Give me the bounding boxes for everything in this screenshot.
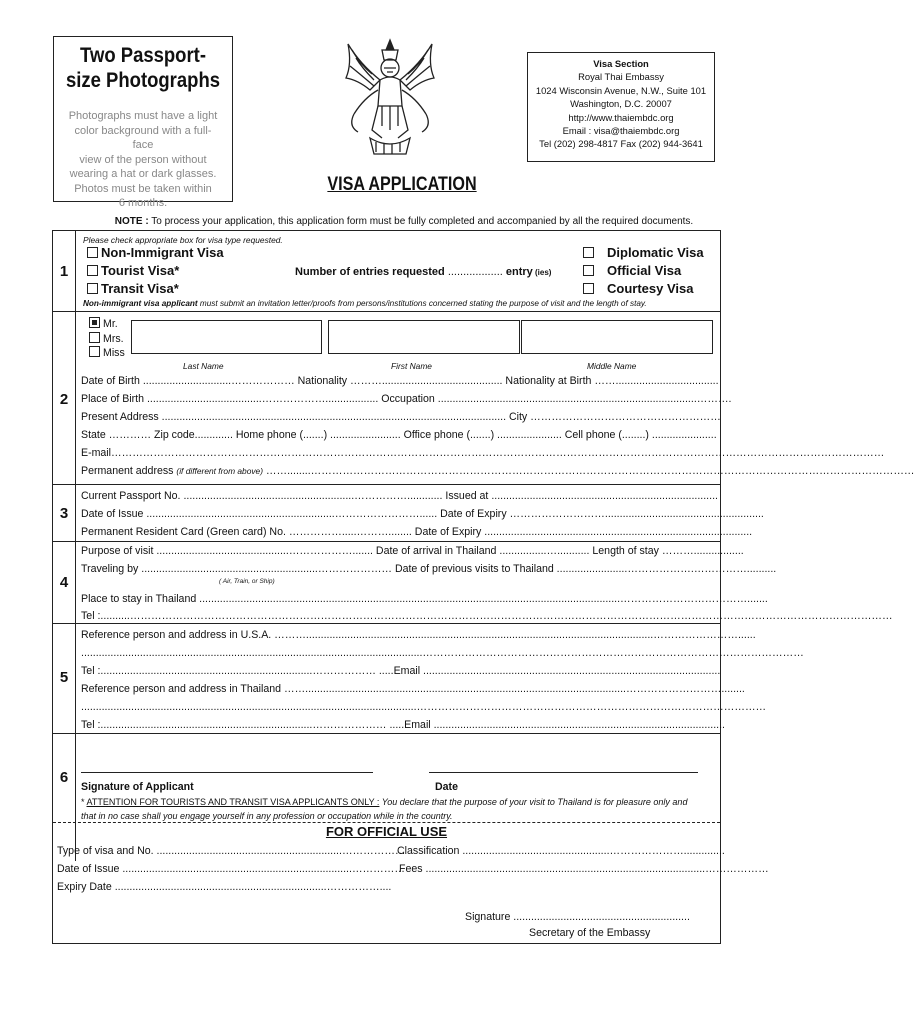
application-date-line[interactable] bbox=[429, 772, 698, 773]
embassy-website-link[interactable]: http://www.thaiembdc.org bbox=[568, 111, 674, 123]
embassy-line: Royal Thai Embassy bbox=[578, 71, 664, 83]
entries-requested bbox=[295, 265, 551, 280]
travel-mode-note: ( Air, Train, or Ship) bbox=[219, 578, 275, 585]
applicant-signature-line[interactable] bbox=[81, 772, 373, 773]
fees-field: Fees ...............................................................................................……………… bbox=[399, 863, 769, 875]
state-phone-row[interactable]: State ………… Zip code............. Home phone (.......) ........................ Office phone (.......) ...................... Cell phone (........) ...................... bbox=[81, 429, 717, 441]
garuda-emblem bbox=[330, 34, 450, 158]
official-expiry-date-field: Expiry Date ........................................................................…………….... bbox=[57, 881, 392, 893]
usa-reference-continued-row[interactable]: ....................................................................................................................……………………………………………………………………………………………… bbox=[81, 647, 804, 659]
traveling-visits-row[interactable]: Traveling by ............................................................………………… Date of previous visits to Thailand ........................……………….…………….......... bbox=[81, 563, 777, 575]
entries-unit: entry bbox=[505, 266, 533, 278]
visa-type-instruction: Please check appropriate box for visa type requested. bbox=[83, 235, 283, 245]
photo-title bbox=[65, 43, 222, 93]
photo-title-line1: Two Passport- bbox=[80, 44, 206, 67]
official-issue-date-field: Date of Issue ..............................................................................…………… bbox=[57, 863, 405, 875]
option-label: Tourist Visa* bbox=[101, 263, 180, 278]
embassy-line: 1024 Wisconsin Avenue, N.W., Suite 101 bbox=[535, 84, 707, 96]
official-use-heading: FOR OFFICIAL USE bbox=[325, 824, 448, 839]
photo-note-line: 6 months. bbox=[118, 197, 168, 209]
section-number: 3 bbox=[59, 505, 69, 522]
entries-suffix: (ies) bbox=[532, 268, 552, 277]
embassy-line: Tel (202) 298-4817 Fax (202) 944-3641 bbox=[539, 138, 703, 150]
first-name-field[interactable] bbox=[328, 320, 520, 354]
attention-mark: * bbox=[81, 797, 87, 807]
passport-issue-row[interactable]: Date of Issue ................................................................……………………...... Date of Expiry ………………………...................................................... bbox=[81, 508, 764, 520]
photo-note bbox=[64, 109, 222, 211]
section-divider bbox=[53, 623, 720, 624]
thailand-reference-row[interactable]: Reference person and address in Thailand …….............................................................................................................………………………........ bbox=[81, 683, 745, 695]
courtesy-checkbox[interactable] bbox=[583, 283, 594, 294]
non-immigrant-checkbox[interactable] bbox=[87, 247, 98, 258]
option-label: Diplomatic Visa bbox=[607, 245, 704, 260]
title-label: Miss bbox=[103, 347, 125, 359]
option-label: Official Visa bbox=[607, 263, 682, 278]
application-form bbox=[52, 230, 915, 944]
secretary-label: Secretary of the Embassy bbox=[529, 927, 651, 939]
miss-checkbox[interactable] bbox=[89, 346, 100, 357]
attention-text-continued: that in no case shall you engage yourself in any profession or occupation while in the country. bbox=[81, 811, 453, 821]
title-label: Mrs. bbox=[103, 333, 124, 345]
thailand-reference-continued-row[interactable]: ..................................................................................................................……………………………………………………………………………………… bbox=[81, 701, 767, 713]
section-number: 6 bbox=[59, 769, 69, 786]
section-divider bbox=[53, 733, 720, 734]
attention-notice bbox=[81, 795, 687, 809]
option-label: Courtesy Visa bbox=[607, 281, 694, 296]
section-number: 5 bbox=[59, 669, 69, 686]
footnote-rest: must submit an invitation letter/proofs from persons/institutions concerned stating the purpose of visit and the length of stay. bbox=[197, 299, 647, 308]
permanent-address-field[interactable]: ……........……………………………………………………………………………………………………………………………………………………… bbox=[262, 465, 915, 477]
title-miss-option[interactable] bbox=[89, 346, 125, 360]
section-divider bbox=[53, 311, 720, 312]
title-label: Mr. bbox=[103, 318, 118, 330]
date-label: Date bbox=[435, 781, 458, 793]
section-number: 2 bbox=[59, 391, 69, 408]
section-number: 4 bbox=[59, 574, 69, 591]
form-title: VISA APPLICATION bbox=[327, 174, 477, 195]
email-row[interactable]: E-mail………………………………………………………………………………………………………………………………………………………………………………………………… bbox=[81, 447, 885, 459]
embassy-info-box bbox=[527, 52, 715, 162]
photo-title-line2: size Photographs bbox=[65, 69, 221, 92]
photo-note-line: color background with a full- face bbox=[74, 124, 212, 151]
non-immigrant-footnote bbox=[83, 297, 647, 311]
title-mrs-option[interactable] bbox=[89, 332, 124, 346]
transit-checkbox[interactable] bbox=[87, 283, 98, 294]
section-divider bbox=[53, 541, 720, 542]
non-immigrant-visa-option[interactable] bbox=[87, 246, 224, 261]
title-mr-option[interactable] bbox=[89, 317, 118, 331]
permanent-address-label: Permanent address bbox=[81, 465, 177, 477]
embassy-line: Visa Section bbox=[593, 58, 649, 69]
entries-field[interactable]: .................. bbox=[444, 266, 506, 278]
green-card-row[interactable]: Permanent Resident Card (Green card) No. …………….....………........ Date of Expiry ........................................................................................... bbox=[81, 526, 753, 538]
option-label: Non-Immigrant Visa bbox=[101, 245, 224, 260]
last-name-field[interactable] bbox=[131, 320, 322, 354]
diplomatic-checkbox[interactable] bbox=[583, 247, 594, 258]
section-number: 1 bbox=[59, 263, 69, 280]
section-divider bbox=[53, 484, 720, 485]
photo-note-line: view of the person without bbox=[79, 153, 207, 166]
courtesy-visa-option[interactable] bbox=[583, 282, 693, 297]
usa-reference-row[interactable]: Reference person and address in U.S.A. ………......................................................................................................................……………………...... bbox=[81, 629, 756, 641]
mr-checkbox[interactable] bbox=[89, 317, 100, 328]
transit-visa-option[interactable] bbox=[87, 282, 179, 297]
middle-name-field[interactable] bbox=[521, 320, 713, 354]
signature-label: Signature of Applicant bbox=[81, 781, 194, 793]
birth-nationality-row[interactable]: Date of Birth ..............................……………… Nationality ………......................................... Nationality at Birth ……................................... bbox=[81, 375, 719, 387]
usa-reference-contact-row[interactable]: Tel :........................................................................……………… .....Email ..................................................................................................... bbox=[81, 665, 721, 677]
thailand-reference-contact-row[interactable]: Tel :........................................................................………………… .....Email ................................................................................................... bbox=[81, 719, 725, 731]
thailand-tel-row[interactable]: Tel :..........……………………………………………………………………………………………………………………………………………………………………………………………… bbox=[81, 610, 893, 622]
form-note bbox=[52, 216, 756, 227]
tourist-checkbox[interactable] bbox=[87, 265, 98, 276]
permanent-address-note: (if different from above) bbox=[176, 466, 263, 476]
first-name-label: First Name bbox=[391, 361, 432, 371]
photo-note-line: Photos must be taken within bbox=[74, 182, 212, 195]
photo-note-line: wearing a hat or dark glasses. bbox=[69, 168, 217, 180]
mrs-checkbox[interactable] bbox=[89, 332, 100, 343]
attention-label: ATTENTION FOR TOURISTS AND TRANSIT VISA APPLICANTS ONLY : bbox=[86, 797, 380, 807]
middle-name-label: Middle Name bbox=[587, 361, 637, 371]
classification-field: Classification ..................................................………………….............. bbox=[397, 845, 725, 857]
photo-box bbox=[53, 36, 233, 209]
visa-type-number-field: Type of visa and No. ...............................................................……………… bbox=[57, 845, 406, 857]
official-checkbox[interactable] bbox=[583, 265, 594, 276]
present-address-row[interactable]: Present Address ..................................................................................................................... City ……………………………………………… bbox=[81, 411, 721, 423]
tourist-visa-option[interactable] bbox=[87, 264, 179, 279]
diplomatic-visa-option[interactable] bbox=[583, 246, 704, 261]
purpose-arrival-row[interactable]: Purpose of visit .............................................………………....... Date of arrival in Thailand ................…........... Length of stay ………................. bbox=[81, 545, 744, 557]
note-text: To process your application, this application form must be fully completed and accompanied by all the required documents. bbox=[148, 216, 694, 227]
embassy-line: Washington, D.C. 20007 bbox=[570, 98, 672, 110]
note-label: NOTE : bbox=[114, 216, 149, 227]
section-number-divider bbox=[75, 231, 76, 861]
place-to-stay-row[interactable]: Place to stay in Thailand ...............................................................................................................................................………………………………....... bbox=[81, 593, 768, 605]
permanent-address-row[interactable] bbox=[81, 464, 915, 478]
entries-label: Number of entries requested bbox=[295, 266, 445, 278]
official-signature-field: Signature ............................................................ bbox=[465, 911, 690, 923]
birthplace-occupation-row[interactable]: Place of Birth .......................................……………….................. Occupation ........................................................................................………. bbox=[81, 393, 732, 405]
embassy-email-link[interactable]: Email : visa@thaiembdc.org bbox=[562, 125, 680, 137]
last-name-label: Last Name bbox=[183, 361, 224, 371]
attention-text: You declare that the purpose of your visit to Thailand is for pleasure only and bbox=[379, 797, 688, 807]
official-visa-option[interactable] bbox=[583, 264, 681, 279]
official-use-divider bbox=[53, 822, 720, 823]
footnote-bold: Non-immigrant visa applicant bbox=[83, 299, 198, 308]
passport-number-row[interactable]: Current Passport No. ..........................................................……………............ Issued at ............................................................................. bbox=[81, 490, 718, 502]
photo-note-line: Photographs must have a light bbox=[68, 110, 218, 122]
option-label: Transit Visa* bbox=[101, 281, 179, 296]
